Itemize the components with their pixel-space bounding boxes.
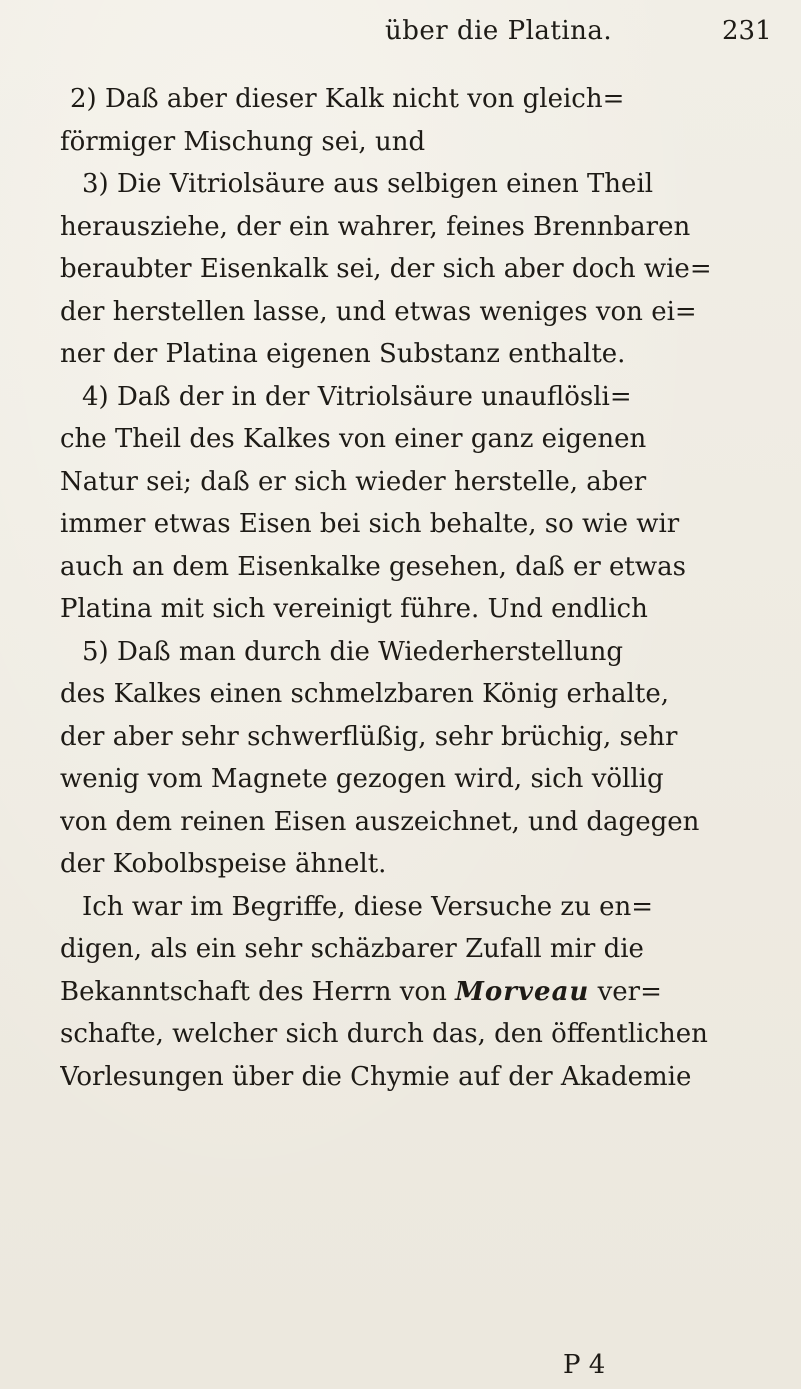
text-line: Natur sei; daß er sich wieder herstelle, aber [60,466,647,497]
text-line: che Theil des Kalkes von einer ganz eigenen [60,424,647,454]
running-title: über die Platina. [385,16,613,46]
text-line: ner der Platina eigenen Substanz enthalte. [60,339,626,369]
text-line: von dem reinen Eisen auszeichnet, und dagegen [60,806,700,837]
text-line: immer etwas Eisen bei sich behalte, so wie wir [60,509,680,539]
text-line: des Kalkes einen schmelzbaren König erhalte, [60,679,669,709]
page-number: 231 [722,16,772,46]
text-segment: Bekanntschaft des Herrn von [60,976,447,1007]
text-line: 4) Daß der in der Vitriolsäure unauflösli= [82,381,632,412]
emphasized-name: Morveau [455,976,590,1007]
text-line: 3) Die Vitriolsäure aus selbigen einen Theil [82,169,654,199]
text-line: der herstellen lasse, und etwas weniges von ei= [60,296,697,327]
text-line: der aber sehr schwerflüßig, sehr brüchig, sehr [60,721,678,752]
text-line: förmiger Mischung sei, und [60,126,426,157]
text-line: wenig vom Magnete gezogen wird, sich völlig [60,764,664,794]
text-line: digen, als ein sehr schäzbarer Zufall mir die [60,934,644,964]
text-line: Ich war im Begriffe, diese Versuche zu en= [82,891,654,922]
running-head [0,16,801,56]
text-line: Vorlesungen über die Chymie auf der Akademie [60,1061,692,1092]
text-line: 5) Daß man durch die Wiederherstellung [82,636,624,667]
text-segment: ver= [597,976,662,1007]
text-line: 2) Daß aber dieser Kalk nicht von gleich= [70,84,625,114]
text-line: auch an dem Eisenkalke gesehen, daß er etwas [60,551,686,582]
signature-mark: P 4 [563,1350,606,1380]
text-line: beraubter Eisenkalk sei, der sich aber doch wie= [60,254,712,284]
text-line: schafte, welcher sich durch das, den öffentlichen [60,1019,708,1049]
text-line [60,971,760,1014]
text-line: herausziehe, der ein wahrer, feines Brennbaren [60,211,691,242]
text-line: der Kobolbspeise ähnelt. [60,849,387,879]
text-line: Platina mit sich vereinigt führe. Und endlich [60,594,648,624]
body-text [60,78,760,1098]
